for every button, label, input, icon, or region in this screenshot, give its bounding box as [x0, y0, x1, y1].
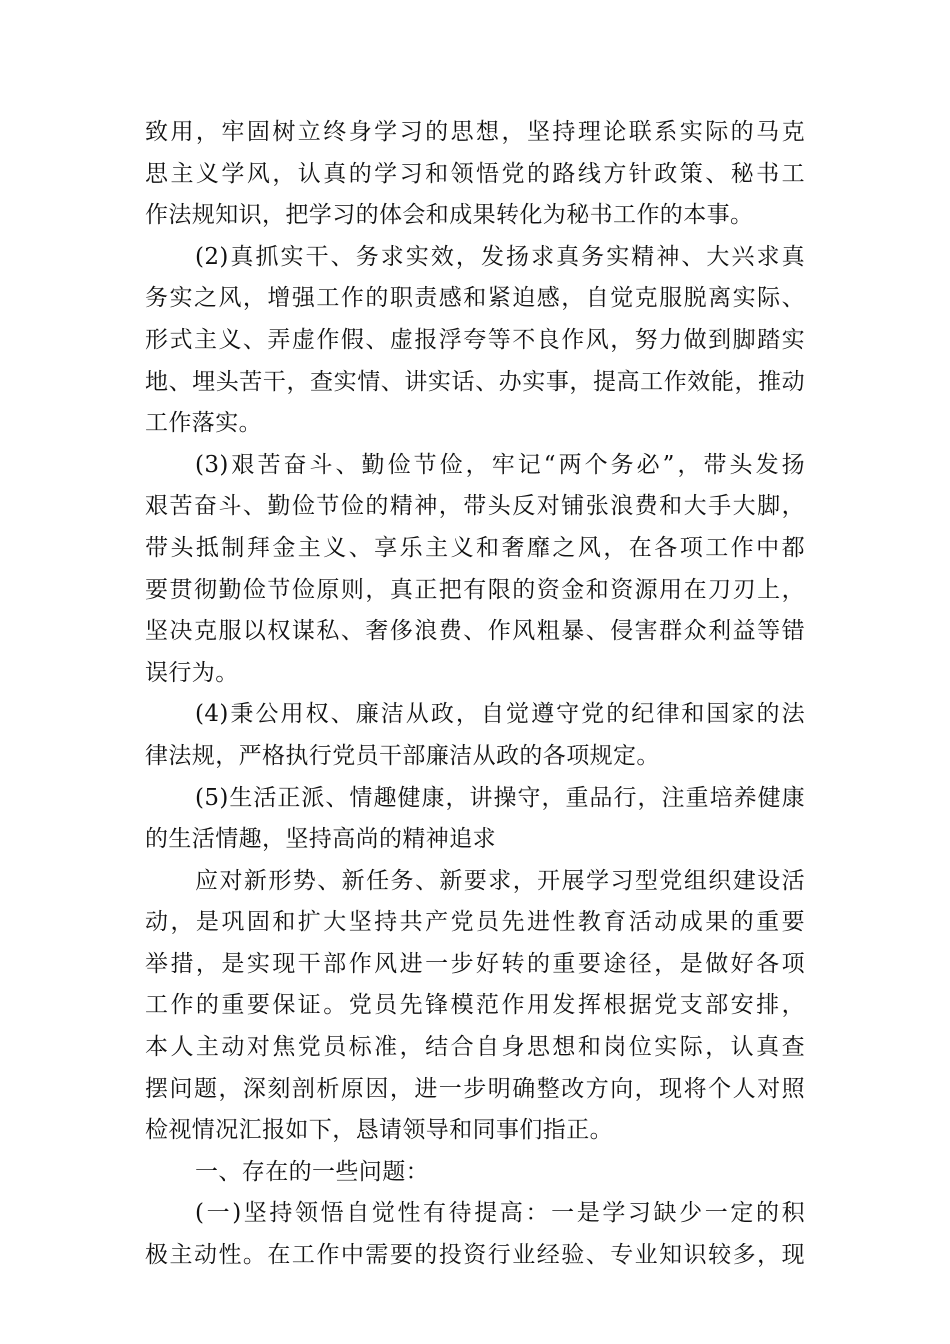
text-line: (一)坚持领悟自觉性有待提高：一是学习缺少一定的积	[195, 1200, 805, 1227]
text-line: 务实之风，增强工作的职责感和紧迫感，自觉克服脱离实际、	[145, 285, 805, 312]
text-line: 极主动性。在工作中需要的投资行业经验、专业知识较多，现	[145, 1242, 805, 1269]
text-line: 形式主义、弄虚作假、虚报浮夸等不良作风，努力做到脚踏实	[145, 326, 805, 353]
text-line: 致用，牢固树立终身学习的思想，坚持理论联系实际的马克	[145, 119, 805, 145]
text-line: 律法规，严格执行党员干部廉洁从政的各项规定。	[145, 742, 660, 769]
text-line: (2)真抓实干、务求实效，发扬求真务实精神、大兴求真	[195, 243, 805, 270]
text-line: 地、埋头苦干，查实情、讲实话、办实事，提高工作效能，推动	[145, 368, 805, 395]
text-line: 摆问题，深刻剖析原因，进一步明确整改方向，现将个人对照	[145, 1075, 805, 1102]
text-line: 艰苦奋斗、勤俭节俭的精神，带头反对铺张浪费和大手大脚，	[145, 493, 805, 520]
text-line: 要贯彻勤俭节俭原则，真正把有限的资金和资源用在刀刃上，	[145, 576, 805, 603]
text-line: 举措，是实现干部作风进一步好转的重要途径，是做好各项	[145, 950, 805, 977]
text-line: (5)生活正派、情趣健康，讲操守，重品行，注重培养健康	[195, 784, 805, 811]
text-line: 的生活情趣，坚持高尚的精神追求	[145, 826, 496, 853]
text-line: 工作的重要保证。党员先锋模范作用发挥根据党支部安排，	[145, 992, 805, 1019]
text-line: 坚决克服以权谋私、奢侈浪费、作风粗暴、侵害群众利益等错	[145, 618, 805, 645]
text-line: 本人主动对焦党员标准，结合自身思想和岗位实际，认真查	[145, 1034, 805, 1061]
text-line: 一、存在的一些问题：	[195, 1158, 429, 1185]
text-line: (3)艰苦奋斗、勤俭节俭，牢记“两个务必”，带头发扬	[195, 451, 805, 478]
document-body	[145, 112, 805, 1277]
text-line: (4)秉公用权、廉洁从政，自觉遵守党的纪律和国家的法	[195, 701, 805, 728]
text-line: 应对新形势、新任务、新要求，开展学习型党组织建设活	[195, 867, 805, 894]
text-line: 作法规知识，把学习的体会和成果转化为秘书工作的本事。	[145, 202, 754, 229]
text-line: 动，是巩固和扩大坚持共产党员先进性教育活动成果的重要	[145, 909, 805, 936]
text-line: 工作落实。	[145, 410, 262, 437]
text-line: 检视情况汇报如下，恳请领导和同事们指正。	[145, 1117, 613, 1144]
text-line: 误行为。	[145, 659, 239, 686]
text-line: 思主义学风，认真的学习和领悟党的路线方针政策、秘书工	[145, 160, 805, 187]
text-line: 带头抵制拜金主义、享乐主义和奢靡之风，在各项工作中都	[145, 534, 805, 561]
